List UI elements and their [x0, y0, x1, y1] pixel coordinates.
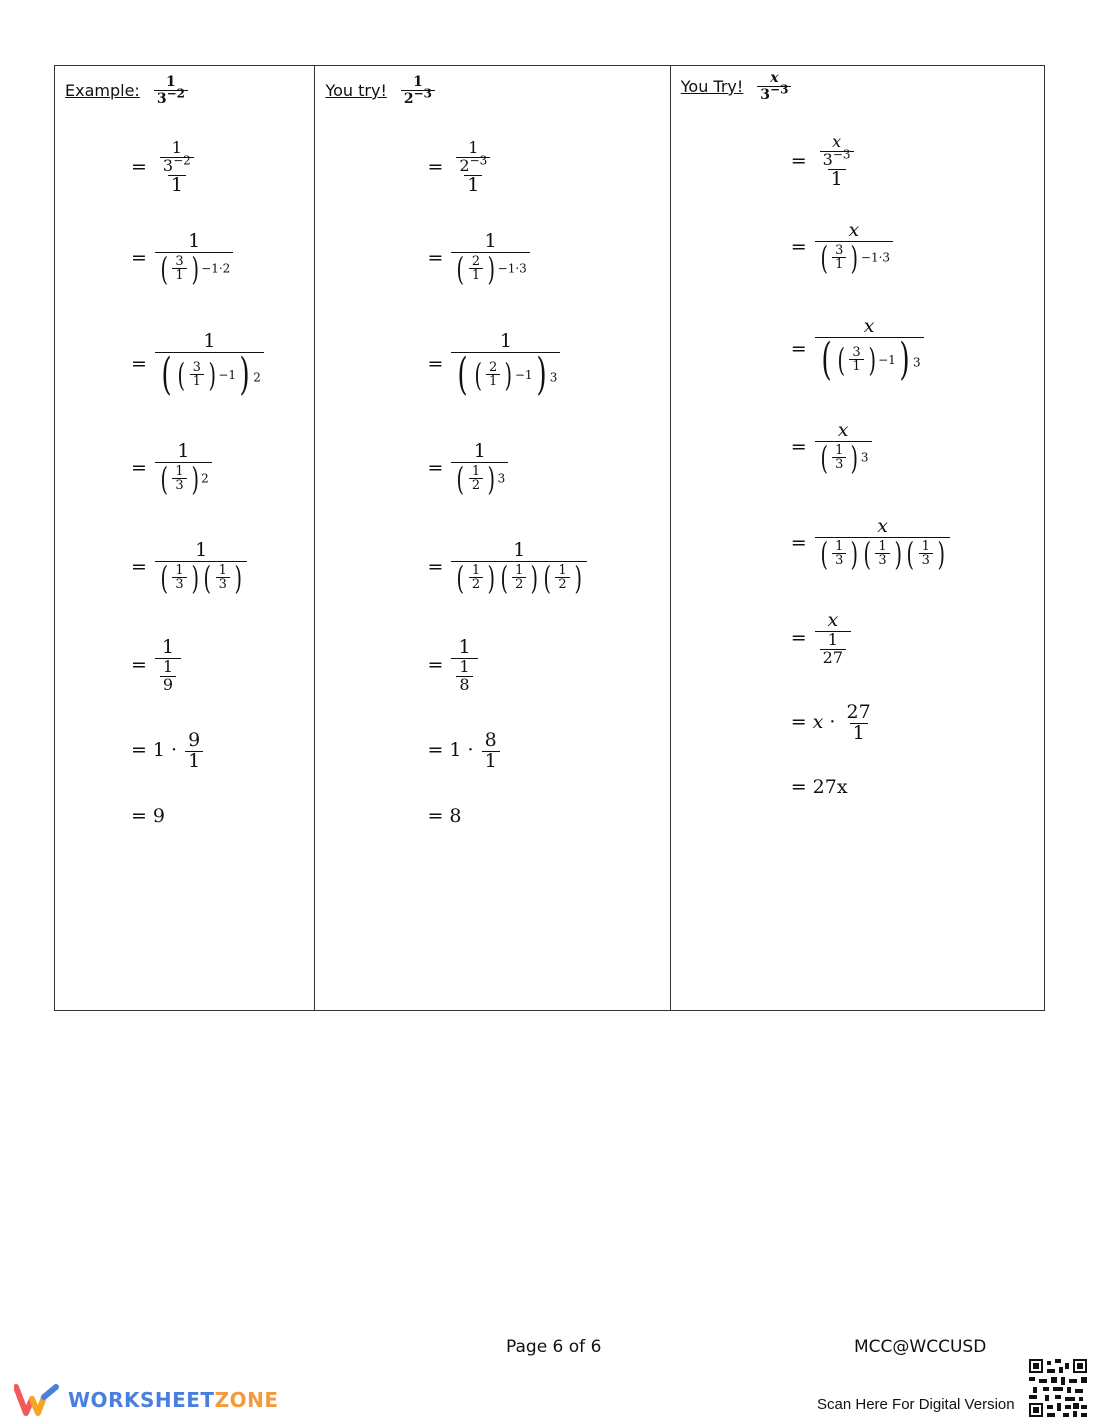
step-6: = $\frac{1}{\frac{1}{8}}$ — [427, 638, 479, 694]
step-7: = 1 · $\frac{9}{1}$ — [131, 731, 205, 772]
step-4: = 1 ( $\frac{1}{2}$ ) $^3$ — [427, 442, 510, 495]
step-3: = x ( ( $\frac{3}{1}$ ) −1 ) $^3$ — [791, 317, 926, 382]
step-5: = x ( $\frac{1}{3}$ ) ( $\frac{1}{3}$ ) ( $\frac{1}{3}$ ) — [791, 517, 953, 570]
logo-text: WORKSHEETZONE — [68, 1388, 279, 1412]
step-1: = $\frac{\frac{1}{3^{-2}}}{1}$ — [131, 140, 201, 196]
step-3: = 1 ( ( $\frac{3}{1}$ ) −1 ) $^2$ — [131, 332, 266, 397]
step-2: = 1 ( $\frac{3}{1}$ ) $^{-1\cdot 2}$ — [131, 232, 235, 285]
scan-label: Scan Here For Digital Version — [817, 1396, 1015, 1413]
step-8: = 8 — [427, 805, 462, 827]
step-7: = x · $\frac{27}{1}$ — [790, 701, 871, 744]
step-6: = $\frac{x}{\frac{1}{27}}$ — [791, 611, 853, 667]
logo-w-icon — [14, 1383, 60, 1417]
column-header — [65, 74, 190, 107]
step-4: = 1 ( $\frac{1}{3}$ ) $^2$ — [131, 442, 214, 495]
column-header — [325, 74, 437, 107]
step-1: = $\frac{\frac{1}{2^{-3}}}{1}$ — [427, 140, 497, 196]
problem-fraction: $\frac{x}{3^{-3}}$ — [757, 70, 791, 103]
contact-label: MCC@WCCUSD — [854, 1337, 987, 1357]
worksheetzone-logo[interactable] — [14, 1383, 278, 1417]
column-header — [681, 70, 794, 103]
you-try-column-2 — [671, 66, 1044, 1010]
column-label: You try! — [325, 81, 387, 100]
step-2: = x ( $\frac{3}{1}$ ) $^{-1\cdot 3}$ — [791, 221, 895, 274]
problem-fraction: $\frac{1}{2^{-3}}$ — [401, 74, 435, 107]
page-number: Page 6 of 6 — [506, 1337, 602, 1357]
worksheet-table — [54, 65, 1045, 1011]
step-3: = 1 ( ( $\frac{2}{1}$ ) −1 ) $^3$ — [427, 332, 562, 397]
step-7: = 1 · $\frac{8}{1}$ — [427, 731, 501, 772]
step-2: = 1 ( $\frac{2}{1}$ ) $^{-1\cdot 3}$ — [427, 232, 531, 285]
qr-code-icon[interactable] — [1029, 1359, 1087, 1417]
you-try-column-1 — [315, 66, 670, 1010]
column-label: You Try! — [680, 77, 744, 96]
column-label: Example: — [65, 81, 140, 100]
step-8: = 27x — [790, 776, 848, 798]
step-1: = $\frac{\frac{x}{3^{-3}}}{1}$ — [791, 134, 861, 190]
step-5: = 1 ( $\frac{1}{3}$ ) ( $\frac{1}{3}$ ) — [131, 541, 249, 594]
step-4: = x ( $\frac{1}{3}$ ) $^3$ — [791, 421, 874, 474]
step-8: = 9 — [131, 805, 166, 827]
step-6: = $\frac{1}{\frac{1}{9}}$ — [131, 638, 183, 694]
example-column — [55, 66, 315, 1010]
step-5: = 1 ( $\frac{1}{2}$ ) ( $\frac{1}{2}$ ) ( $\frac{1}{2}$ ) — [427, 541, 589, 594]
problem-fraction: $\frac{1}{3^{-2}}$ — [154, 74, 188, 107]
